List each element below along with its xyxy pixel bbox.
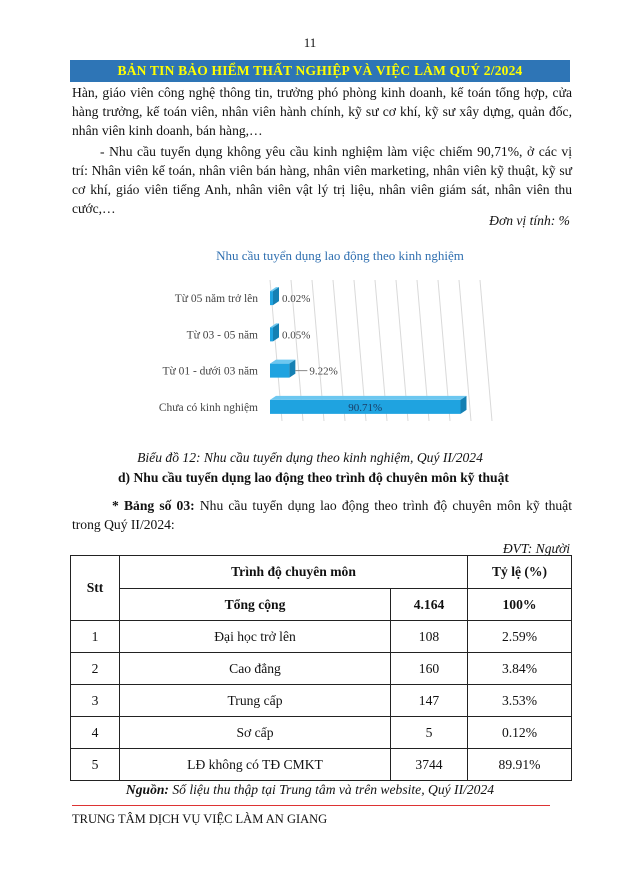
table-row	[71, 685, 572, 717]
header-level: Trình độ chuyên môn	[120, 556, 468, 589]
total-ratio: 100%	[468, 589, 572, 621]
table-unit: ĐVT: Người	[502, 541, 570, 556]
table-row	[71, 749, 572, 781]
skill-level-table	[70, 555, 572, 781]
section-heading-d: d) Nhu cầu tuyển dụng lao động theo trình độ chuyên môn kỹ thuật	[118, 470, 509, 485]
row-ratio: 3.84%	[468, 653, 572, 685]
row-stt: 3	[71, 685, 120, 717]
row-value: 108	[391, 621, 468, 653]
chart-category-label: Từ 05 năm trở lên	[174, 293, 258, 306]
row-stt: 1	[71, 621, 120, 653]
row-ratio: 2.59%	[468, 621, 572, 653]
row-name: Cao đẳng	[120, 653, 391, 685]
chart-caption: Biểu đồ 12: Nhu cầu tuyển dụng theo kinh nghiệm, Quý II/2024	[137, 450, 483, 465]
newsletter-banner-title: BẢN TIN BẢO HIỂM THẤT NGHIỆP VÀ VIỆC LÀM QUÝ 2/2024	[70, 60, 570, 82]
chart-data-label: 0.05%	[282, 329, 311, 342]
row-ratio: 0.12%	[468, 717, 572, 749]
row-name: Trung cấp	[120, 685, 391, 717]
paragraph-positions: Hàn, giáo viên công nghệ thông tin, trưởng phó phòng kinh doanh, kế toán tổng hợp, cửa hàng trưởng, kế toán viên, nhân viên hành chính, kỹ sư cơ khí, kỹ sư xây dựng, quản đốc, nhân viên kinh doanh, bán hàng,…	[72, 85, 572, 138]
experience-chart-svg	[70, 240, 570, 430]
row-value: 147	[391, 685, 468, 717]
total-value: 4.164	[391, 589, 468, 621]
row-name: Đại học trở lên	[120, 621, 391, 653]
chart-category-labels	[159, 293, 258, 414]
chart-title: Nhu cầu tuyển dụng lao động theo kinh nghiệm	[216, 248, 464, 263]
row-stt: 4	[71, 717, 120, 749]
chart-data-label: 0.02%	[282, 293, 311, 306]
chart-category-label: Chưa có kinh nghiệm	[158, 401, 258, 414]
table-intro-label: * Bảng số 03:	[112, 498, 195, 513]
chart-bar	[270, 287, 279, 305]
row-value: 5	[391, 717, 468, 749]
header-stt: Stt	[71, 556, 120, 621]
footer-organization: TRUNG TÂM DỊCH VỤ VIỆC LÀM AN GIANG	[72, 812, 328, 826]
chart-bar	[270, 323, 279, 341]
row-name: Sơ cấp	[120, 717, 391, 749]
table-row	[71, 621, 572, 653]
table-row	[71, 653, 572, 685]
header-ratio: Tỷ lệ (%)	[468, 556, 572, 589]
source-note	[0, 782, 620, 798]
source-label: Nguồn:	[125, 782, 169, 797]
table-row	[71, 717, 572, 749]
source-text: Số liệu thu thập tại Trung tâm và trên website, Quý II/2024	[168, 782, 495, 797]
chart-bars	[270, 287, 466, 414]
row-value: 160	[391, 653, 468, 685]
chart-data-label: 9.22%	[309, 365, 338, 378]
row-stt: 2	[71, 653, 120, 685]
table-intro-text: Nhu cầu tuyển dụng lao động theo trình độ chuyên môn kỹ thuật trong Quý II/2024:	[72, 498, 572, 532]
total-label: Tổng cộng	[120, 589, 391, 621]
chart-category-label: Từ 01 - dưới 03 năm	[162, 365, 258, 378]
footer-divider	[72, 805, 550, 806]
row-ratio: 89.91%	[468, 749, 572, 781]
chart-bar-front	[270, 364, 289, 378]
row-value: 3744	[391, 749, 468, 781]
chart-category-label: Từ 03 - 05 năm	[186, 329, 258, 342]
chart-gridline	[480, 280, 492, 421]
chart-data-label: 90.71%	[348, 401, 383, 414]
chart-bar-front	[270, 291, 273, 305]
page-number: 11	[303, 35, 317, 50]
unit-label: Đơn vị tính: %	[489, 213, 570, 228]
row-name: LĐ không có TĐ CMKT	[120, 749, 391, 781]
chart-bar-top	[270, 396, 466, 400]
paragraph-no-experience: - Nhu cầu tuyển dụng không yêu cầu kinh nghiệm làm việc chiếm 90,71%, ở các vị trí: Nhân viên kế toán, nhân viên bán hàng, nhân viên marketing, nhân viên kỹ thuật, kỹ sư cơ khí, giáo viên tiếng Anh, nhân viên vật lý trị liệu, nhân viên giám sát, nhân viên thu cước,…	[72, 144, 572, 216]
experience-chart	[70, 240, 570, 430]
table-intro	[72, 496, 572, 534]
chart-bar-front	[270, 327, 273, 341]
chart-bar	[270, 360, 295, 378]
row-stt: 5	[71, 749, 120, 781]
row-ratio: 3.53%	[468, 685, 572, 717]
